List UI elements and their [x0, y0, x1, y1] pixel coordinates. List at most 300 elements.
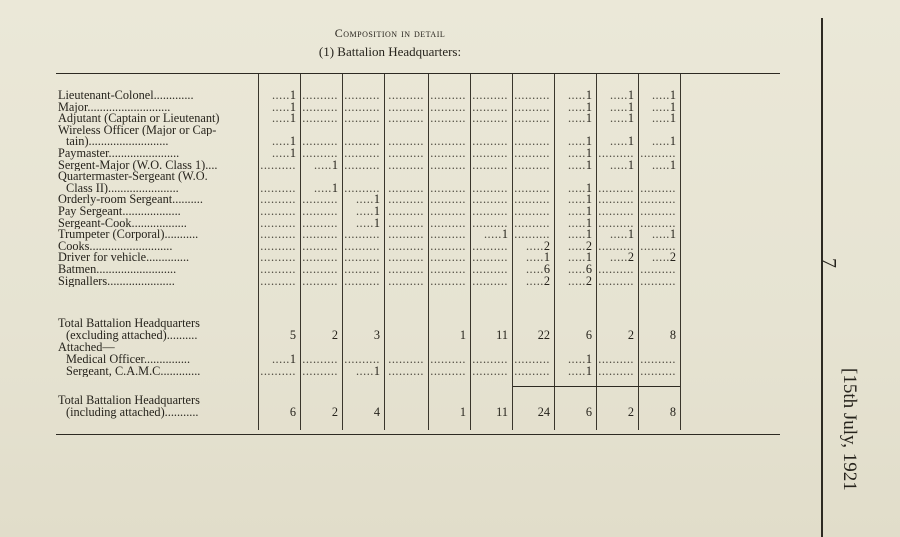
leader-dots: ..... [567, 217, 586, 230]
table-cell [556, 264, 592, 276]
leader-dots: .......... [472, 252, 508, 264]
leader-dots: .......... [472, 113, 508, 125]
cell-value: 22 [537, 330, 550, 342]
leader-dots: .......... [302, 90, 338, 102]
leader-dots: ..... [355, 206, 374, 218]
table-cell [514, 160, 550, 172]
leader-dots: ..... [651, 113, 670, 125]
table-cell [472, 194, 508, 206]
table-cell [598, 194, 634, 206]
table-cell [302, 136, 338, 148]
table-cell [514, 330, 550, 342]
table-cell [260, 229, 296, 241]
table-row [58, 354, 698, 366]
leader-dots: ..... [651, 252, 670, 264]
table-cell [344, 206, 380, 218]
leader-dots: .......... [344, 252, 380, 264]
table-cell [514, 252, 550, 264]
table-top-rule [56, 73, 780, 74]
cell-value: 1 [289, 148, 296, 160]
cell-value: 2 [669, 252, 676, 264]
table-cell [260, 276, 296, 288]
table-cell [386, 136, 424, 148]
leader-dots: ..... [313, 159, 332, 172]
table-cell [514, 218, 550, 230]
table-cell [260, 264, 296, 276]
table-cell [344, 160, 380, 172]
table-cell [430, 113, 466, 125]
cell-value: 1 [585, 148, 592, 160]
leader-dots: ..... [525, 240, 544, 253]
table-cell [556, 330, 592, 342]
leader-dots: .......... [514, 136, 550, 148]
table-cell [260, 241, 296, 253]
cell-value: 1 [585, 101, 592, 114]
table-cell [260, 160, 296, 172]
leader-dots: .......... [388, 206, 424, 218]
leader-dots: ..... [567, 252, 586, 264]
leader-dots: .......... [344, 159, 380, 172]
table-cell [302, 407, 338, 419]
table-cell [344, 354, 380, 366]
cell-value: 2 [627, 330, 634, 342]
table-cell [640, 90, 676, 102]
leader-dots: ..... [483, 229, 502, 241]
leader-dots: ..... [609, 136, 628, 148]
table-cell [344, 252, 380, 264]
leader-dots: .......... [640, 240, 676, 253]
leader-dots: ..... [355, 194, 374, 206]
cell-value: 1 [585, 206, 592, 218]
table-cell [430, 366, 466, 378]
table-cell [598, 407, 634, 419]
table-cell [302, 229, 338, 241]
table-bottom-rule [56, 434, 780, 435]
table-cell [260, 206, 296, 218]
leader-dots: .......... [640, 194, 676, 206]
cell-value: 8 [669, 407, 676, 419]
cell-value: 1 [331, 159, 338, 172]
page-date: [15th July, 1921 [839, 368, 860, 491]
table-cell [344, 148, 380, 160]
table-cell [598, 218, 634, 230]
composition-table [58, 73, 778, 438]
leader-dots: ..... [355, 217, 374, 230]
table-cell [640, 229, 676, 241]
leader-dots: .......... [514, 182, 550, 195]
leader-dots: .......... [302, 252, 338, 264]
row-label: Medical Officer............... [66, 354, 191, 366]
table-cell [430, 218, 466, 230]
table-cell [556, 136, 592, 148]
leader-dots: .......... [344, 101, 380, 114]
table-cell [302, 252, 338, 264]
table-cell [386, 194, 424, 206]
table-cell [514, 194, 550, 206]
leader-dots: .......... [598, 194, 634, 206]
table-cell [556, 148, 592, 160]
cell-value: 1 [669, 159, 676, 172]
leader-dots: .......... [640, 148, 676, 160]
leader-dots: .......... [260, 159, 296, 172]
row-label: Total Battalion Headquarters [58, 395, 200, 407]
table-cell [430, 183, 466, 195]
table-cell [344, 113, 380, 125]
leader-dots: ..... [609, 113, 628, 125]
leader-dots: ..... [271, 136, 290, 148]
leader-dots: ..... [271, 101, 290, 114]
leader-dots: .......... [430, 206, 466, 218]
leader-dots: .......... [430, 229, 466, 241]
table-cell [640, 354, 676, 366]
table-cell [430, 136, 466, 148]
leader-dots: .......... [302, 354, 338, 366]
table-cell [386, 206, 424, 218]
leader-dots: .......... [472, 136, 508, 148]
leader-dots: .......... [430, 101, 466, 114]
cell-value: 1 [331, 182, 338, 195]
table-cell [302, 354, 338, 366]
table-cell [640, 366, 676, 378]
table-cell [472, 229, 508, 241]
leader-dots: .......... [640, 206, 676, 218]
leader-dots: ..... [609, 90, 628, 102]
leader-dots: .......... [472, 264, 508, 276]
table-row [58, 102, 698, 114]
leader-dots: .......... [302, 148, 338, 160]
leader-dots: .......... [514, 159, 550, 172]
leader-dots: ..... [567, 354, 586, 366]
table-cell [598, 136, 634, 148]
leader-dots: .......... [430, 182, 466, 195]
table-cell [344, 366, 380, 378]
leader-dots: .......... [640, 182, 676, 195]
leader-dots: .......... [640, 217, 676, 230]
leader-dots: .......... [388, 252, 424, 264]
leader-dots: .......... [344, 264, 380, 276]
leader-dots: .......... [430, 90, 466, 102]
leader-dots: .......... [430, 264, 466, 276]
cell-value: 2 [585, 240, 592, 253]
table-cell [556, 206, 592, 218]
table-cell [430, 160, 466, 172]
row-label: Adjutant (Captain or Lieutenant) [58, 113, 220, 125]
table-cell [640, 160, 676, 172]
leader-dots: ..... [271, 90, 290, 102]
leader-dots: .......... [344, 113, 380, 125]
table-cell [386, 252, 424, 264]
row-label: (including attached)........... [66, 407, 199, 419]
table-cell [260, 252, 296, 264]
leader-dots: .......... [514, 354, 550, 366]
row-label: Lieutenant-Colonel............. [58, 90, 194, 102]
leader-dots: .......... [344, 240, 380, 253]
cell-value: 6 [585, 407, 592, 419]
leader-dots: .......... [598, 275, 634, 288]
cell-value: 1 [289, 113, 296, 125]
leader-dots: ..... [609, 159, 628, 172]
table-cell [344, 194, 380, 206]
cell-value: 24 [537, 407, 550, 419]
table-cell [640, 252, 676, 264]
leader-dots: .......... [260, 206, 296, 218]
leader-dots: .......... [302, 136, 338, 148]
table-row [58, 252, 698, 264]
total-rule [513, 386, 680, 387]
cell-value: 1 [585, 159, 592, 172]
table-cell [430, 90, 466, 102]
row-label: Class II)....................... [66, 182, 179, 195]
cell-value: 2 [331, 407, 338, 419]
table-cell [302, 90, 338, 102]
leader-dots: .......... [388, 90, 424, 102]
leader-dots: .......... [514, 365, 550, 378]
leader-dots: .......... [430, 275, 466, 288]
leader-dots: ..... [567, 113, 586, 125]
row-label: Pay Sergeant................... [58, 206, 181, 218]
leader-dots: .......... [472, 159, 508, 172]
cell-value: 1 [459, 330, 466, 342]
row-label: Quartermaster-Sergeant (W.O. [58, 171, 208, 183]
table-cell [386, 218, 424, 230]
cell-value: 1 [289, 101, 296, 114]
leader-dots: ..... [525, 252, 544, 264]
table-cell [344, 407, 380, 419]
table-cell [514, 206, 550, 218]
table-cell [302, 160, 338, 172]
total-row [58, 407, 698, 419]
leader-dots: .......... [388, 101, 424, 114]
cell-value: 1 [585, 182, 592, 195]
leader-dots: .......... [430, 240, 466, 253]
table-cell [472, 407, 508, 419]
leader-dots: .......... [472, 365, 508, 378]
leader-dots: .......... [514, 90, 550, 102]
table-cell [472, 366, 508, 378]
table-cell [472, 113, 508, 125]
table-cell [260, 330, 296, 342]
leader-dots: .......... [388, 159, 424, 172]
table-cell [430, 252, 466, 264]
row-label: Batmen.......................... [58, 264, 177, 276]
leader-dots: ..... [651, 90, 670, 102]
table-cell [260, 218, 296, 230]
table-row [58, 366, 698, 378]
leader-dots: ..... [567, 194, 586, 206]
leader-dots: .......... [302, 264, 338, 276]
table-cell [386, 90, 424, 102]
table-cell [640, 264, 676, 276]
table-cell [556, 90, 592, 102]
leader-dots: .......... [260, 275, 296, 288]
table-row [58, 264, 698, 276]
leader-dots: .......... [598, 264, 634, 276]
cell-value: 1 [373, 206, 380, 218]
cell-value: 1 [373, 365, 380, 378]
table-cell [640, 276, 676, 288]
cell-value: 1 [585, 365, 592, 378]
table-cell [556, 366, 592, 378]
leader-dots: ..... [567, 182, 586, 195]
table-cell [514, 366, 550, 378]
cell-value: 1 [669, 101, 676, 114]
cell-value: 2 [585, 275, 592, 288]
row-label: Driver for vehicle.............. [58, 252, 190, 264]
table-cell [386, 113, 424, 125]
table-cell [386, 354, 424, 366]
leader-dots: .......... [472, 240, 508, 253]
table-cell [598, 241, 634, 253]
leader-dots: .......... [302, 113, 338, 125]
cell-value: 1 [627, 113, 634, 125]
table-cell [344, 330, 380, 342]
row-label: Total Battalion Headquarters [58, 318, 200, 330]
table-cell [598, 276, 634, 288]
cell-value: 11 [496, 330, 508, 342]
table-cell [598, 206, 634, 218]
leader-dots: .......... [640, 365, 676, 378]
leader-dots: .......... [430, 148, 466, 160]
leader-dots: .......... [598, 354, 634, 366]
leader-dots: .......... [472, 101, 508, 114]
cell-value: 6 [543, 264, 550, 276]
table-cell [386, 148, 424, 160]
table-cell [302, 183, 338, 195]
cell-value: 1 [289, 136, 296, 148]
row-label: Sergent-Major (W.O. Class 1).... [58, 159, 218, 172]
table-cell [430, 330, 466, 342]
table-cell [260, 194, 296, 206]
table-cell [556, 407, 592, 419]
total-row-label [58, 395, 698, 407]
table-cell [472, 102, 508, 114]
leader-dots: .......... [472, 148, 508, 160]
table-cell [302, 148, 338, 160]
leader-dots: ..... [609, 229, 628, 241]
leader-dots: .......... [344, 354, 380, 366]
table-cell [556, 102, 592, 114]
table-cell [260, 148, 296, 160]
table-cell [472, 206, 508, 218]
table-cell [556, 354, 592, 366]
table-cell [598, 354, 634, 366]
row-label: Paymaster....................... [58, 148, 180, 160]
section-subheading: (1) Battalion Headquarters: [318, 44, 462, 59]
table-row [58, 276, 698, 288]
table-cell [514, 264, 550, 276]
leader-dots: ..... [567, 240, 586, 253]
leader-dots: .......... [302, 365, 338, 378]
leader-dots: ..... [313, 182, 332, 195]
leader-dots: .......... [388, 113, 424, 125]
cell-value: 1 [373, 194, 380, 206]
table-row [58, 229, 698, 241]
leader-dots: ..... [567, 159, 586, 172]
leader-dots: .......... [344, 90, 380, 102]
leader-dots: .......... [260, 229, 296, 241]
table-cell [472, 252, 508, 264]
leader-dots: .......... [260, 217, 296, 230]
table-cell [430, 206, 466, 218]
table-cell [344, 229, 380, 241]
table-cell [430, 241, 466, 253]
leader-dots: ..... [567, 90, 586, 102]
cell-value: 8 [669, 330, 676, 342]
table-cell [472, 218, 508, 230]
row-label: Cooks........................... [58, 240, 173, 253]
leader-dots: .......... [640, 354, 676, 366]
leader-dots: .......... [472, 194, 508, 206]
table-cell [260, 113, 296, 125]
table-cell [472, 136, 508, 148]
leader-dots: .......... [472, 275, 508, 288]
row-label: Wireless Officer (Major or Cap- [58, 124, 217, 137]
table-cell [302, 264, 338, 276]
table-cell [556, 183, 592, 195]
table-cell [640, 407, 676, 419]
table-cell [260, 354, 296, 366]
table-cell [598, 229, 634, 241]
leader-dots: .......... [472, 354, 508, 366]
leader-dots: .......... [388, 264, 424, 276]
leader-dots: ..... [651, 159, 670, 172]
table-cell [514, 183, 550, 195]
table-cell [514, 407, 550, 419]
leader-dots: ..... [609, 101, 628, 114]
leader-dots: .......... [344, 136, 380, 148]
leader-dots: ..... [567, 365, 586, 378]
table-row [58, 183, 698, 195]
section-heading: Composition in detail [334, 26, 446, 40]
table-cell [472, 354, 508, 366]
leader-dots: ..... [567, 264, 586, 276]
table-cell [640, 136, 676, 148]
table-cell [556, 113, 592, 125]
leader-dots: .......... [260, 365, 296, 378]
table-cell [472, 148, 508, 160]
cell-value: 1 [501, 229, 508, 241]
cell-value: 1 [585, 229, 592, 241]
table-cell [598, 264, 634, 276]
table-cell [344, 102, 380, 114]
leader-dots: .......... [388, 194, 424, 206]
table-cell [430, 229, 466, 241]
leader-dots: ..... [567, 148, 586, 160]
table-cell [302, 206, 338, 218]
table-cell [598, 366, 634, 378]
leader-dots: .......... [430, 159, 466, 172]
cell-value: 1 [669, 229, 676, 241]
leader-dots: .......... [598, 206, 634, 218]
table-cell [430, 102, 466, 114]
table-cell [598, 183, 634, 195]
leader-dots: .......... [302, 229, 338, 241]
leader-dots: ..... [567, 275, 586, 288]
cell-value: 2 [627, 252, 634, 264]
table-cell [344, 136, 380, 148]
margin-rule [821, 18, 823, 537]
leader-dots: .......... [388, 275, 424, 288]
table-cell [640, 148, 676, 160]
leader-dots: .......... [344, 275, 380, 288]
cell-value: 3 [373, 330, 380, 342]
leader-dots: ..... [271, 148, 290, 160]
cell-value: 4 [373, 407, 380, 419]
cell-value: 1 [585, 113, 592, 125]
table-cell [344, 218, 380, 230]
leader-dots: .......... [388, 365, 424, 378]
cell-value: 2 [543, 275, 550, 288]
